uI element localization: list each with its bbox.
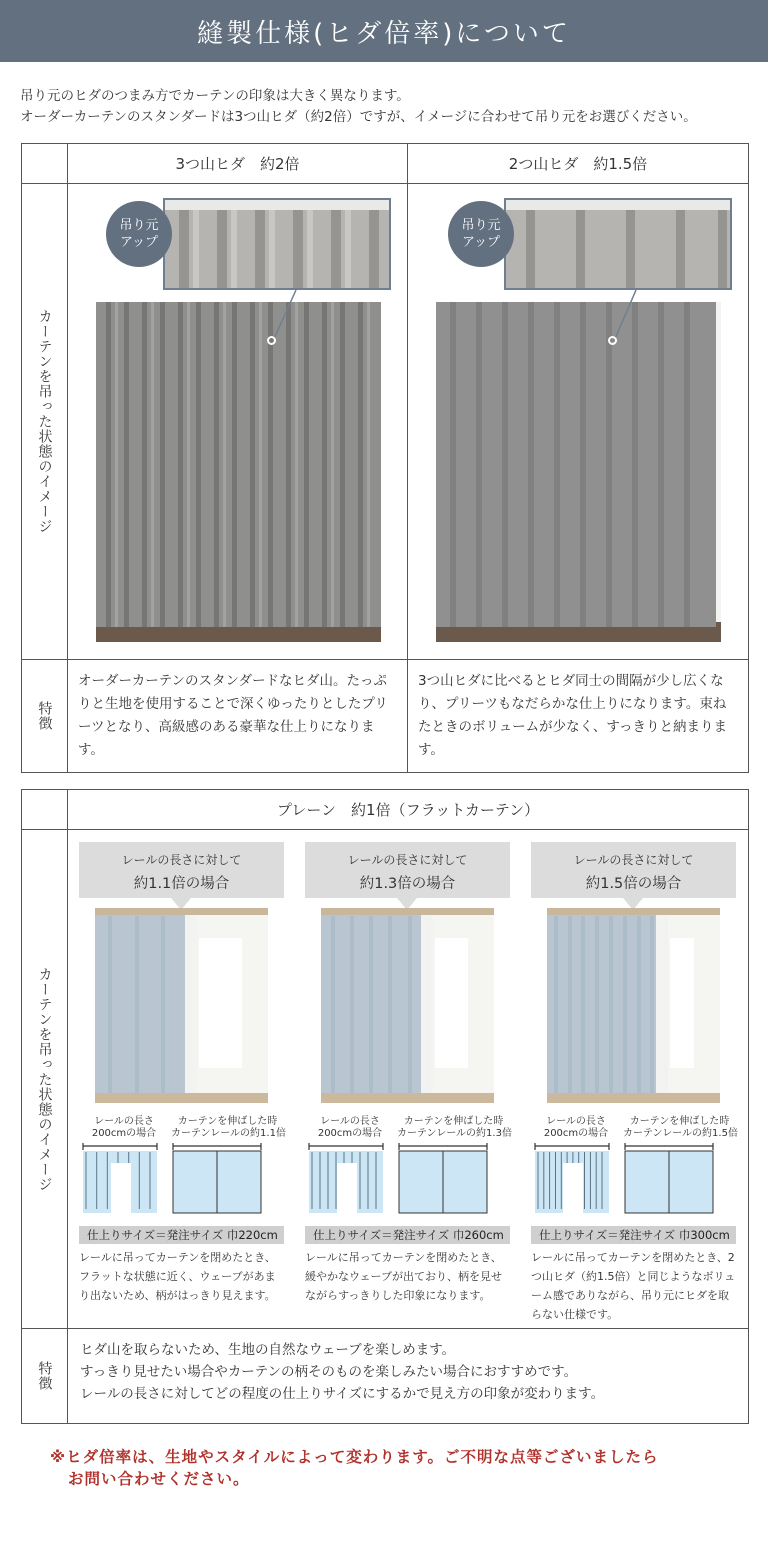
ratio-callout-line-1: レールの長さに対して (121, 853, 242, 867)
panel-description: レールに吊ってカーテンを閉めたとき、緩やかなウェーブが出ており、柄を見せながらすっきりした印象になります。 (305, 1251, 503, 1302)
flat-feature-line-2: すっきり見せたい場合やカーテンの柄そのものを楽しみたい場合におすすめです。 (80, 1364, 578, 1380)
ratio-callout (305, 842, 510, 898)
ratio-callout (79, 842, 284, 898)
footnote (50, 1446, 659, 1490)
ratio-callout-line-2: 約1.3倍の場合 (359, 876, 456, 892)
panel-description: レールに吊ってカーテンを閉めたとき、フラットな状態に近く、ウェーブがあまり出ないため、柄がはっきり見えます。 (79, 1251, 276, 1302)
intro-line-1: 吊り元のヒダのつまみ方でカーテンの印象は大きく異なります。 (20, 88, 410, 104)
ratio-callout (531, 842, 736, 898)
stretched-length-label: カーテンを伸ばした時 カーテンレールの約1.5倍 (623, 1116, 738, 1139)
hanging-top-closeup-badge: 吊り元 アップ (448, 201, 514, 267)
flat-curtain-photo (547, 908, 720, 1103)
row-header-image (22, 184, 68, 660)
flat-image-cell (68, 830, 749, 1329)
flat-panel-3 (531, 830, 736, 1328)
rail-diagram (307, 1143, 510, 1221)
pleat-comparison-table (21, 143, 749, 773)
row-header-feature (22, 660, 68, 773)
row-header-image-label: カーテンを吊った状態のイメージ (36, 309, 53, 534)
ratio-callout-line-2: 約1.1倍の場合 (133, 876, 230, 892)
flat-panel-2 (305, 830, 510, 1328)
flat-feature-line-3: レールの長さに対してどの程度の仕上りサイズにするかで見え方の印象が変わります。 (80, 1386, 605, 1402)
feature-3pleat: オーダーカーテンのスタンダードなヒダ山。たっぷりと生地を使用することで深くゆったりとしたプリーツとなり、高級感のある豪華な仕上りになります。 (68, 660, 408, 773)
row-header-image-label: カーテンを吊った状態のイメージ (36, 966, 53, 1192)
row-header-feature-label: 特徴 (36, 1361, 53, 1391)
col-header-2pleat: 2つ山ヒダ 約1.5倍 (408, 144, 749, 184)
stretched-length-label: カーテンを伸ばした時 カーテンレールの約1.3倍 (397, 1116, 512, 1139)
intro-text (20, 86, 760, 128)
rail-diagram (533, 1143, 736, 1221)
image-cell-3pleat (68, 184, 408, 660)
rail-length-label: レールの長さ 200cmの場合 (91, 1116, 157, 1139)
image-cell-2pleat (408, 184, 749, 660)
row-header-feature (22, 1329, 68, 1424)
page-title-banner (0, 0, 768, 62)
flat-feature-line-1: ヒダ山を取らないため、生地の自然なウェーブを楽しめます。 (80, 1342, 456, 1358)
flat-curtain-photo (95, 908, 268, 1103)
closeup-pointer-dot (608, 336, 617, 345)
row-header-feature-label: 特徴 (36, 701, 53, 731)
corner-cell (22, 790, 68, 830)
finished-size-bar: 仕上りサイズ＝発注サイズ 巾260cm (305, 1226, 510, 1244)
corner-cell (22, 144, 68, 184)
panel-description: レールに吊ってカーテンを閉めたとき、2つ山ヒダ（約1.5倍）と同じようなボリューム感でありながら、吊り元にヒダを取らない仕様です。 (531, 1251, 736, 1321)
ratio-callout-line-1: レールの長さに対して (573, 853, 694, 867)
ratio-callout-line-1: レールの長さに対して (347, 853, 468, 867)
footnote-line-2: お問い合わせください。 (68, 1470, 250, 1488)
intro-line-2: オーダーカーテンのスタンダードは3つ山ヒダ（約2倍）ですが、イメージに合わせて吊り元をお選びください。 (20, 109, 697, 125)
page-title: 縫製仕様(ヒダ倍率)について (197, 18, 571, 49)
finished-size-bar: 仕上りサイズ＝発注サイズ 巾300cm (531, 1226, 736, 1244)
feature-2pleat: 3つ山ヒダに比べるとヒダ同士の間隔が少し広くなり、プリーツもなだらかな仕上りになります。束ねたときのボリュームが少なく、すっきりと納まります。 (408, 660, 749, 773)
hanging-top-closeup-badge: 吊り元 アップ (106, 201, 172, 267)
closeup-pointer-dot (267, 336, 276, 345)
footnote-line-1: ※ヒダ倍率は、生地やスタイルによって変わります。ご不明な点等ございましたら (50, 1448, 659, 1466)
rail-diagram (81, 1143, 284, 1221)
flat-curtain-photo (321, 908, 494, 1103)
ratio-callout-line-2: 約1.5倍の場合 (585, 876, 682, 892)
col-header-3pleat: 3つ山ヒダ 約2倍 (68, 144, 408, 184)
flat-feature-cell (68, 1329, 749, 1424)
row-header-image (22, 830, 68, 1329)
flat-panel-1 (79, 830, 284, 1328)
flat-curtain-table (21, 789, 749, 1424)
finished-size-bar: 仕上りサイズ＝発注サイズ 巾220cm (79, 1226, 284, 1244)
rail-length-label: レールの長さ 200cmの場合 (543, 1116, 609, 1139)
stretched-length-label: カーテンを伸ばした時 カーテンレールの約1.1倍 (171, 1116, 286, 1139)
col-header-plain: プレーン 約1倍（フラットカーテン） (68, 790, 749, 830)
rail-length-label: レールの長さ 200cmの場合 (317, 1116, 383, 1139)
